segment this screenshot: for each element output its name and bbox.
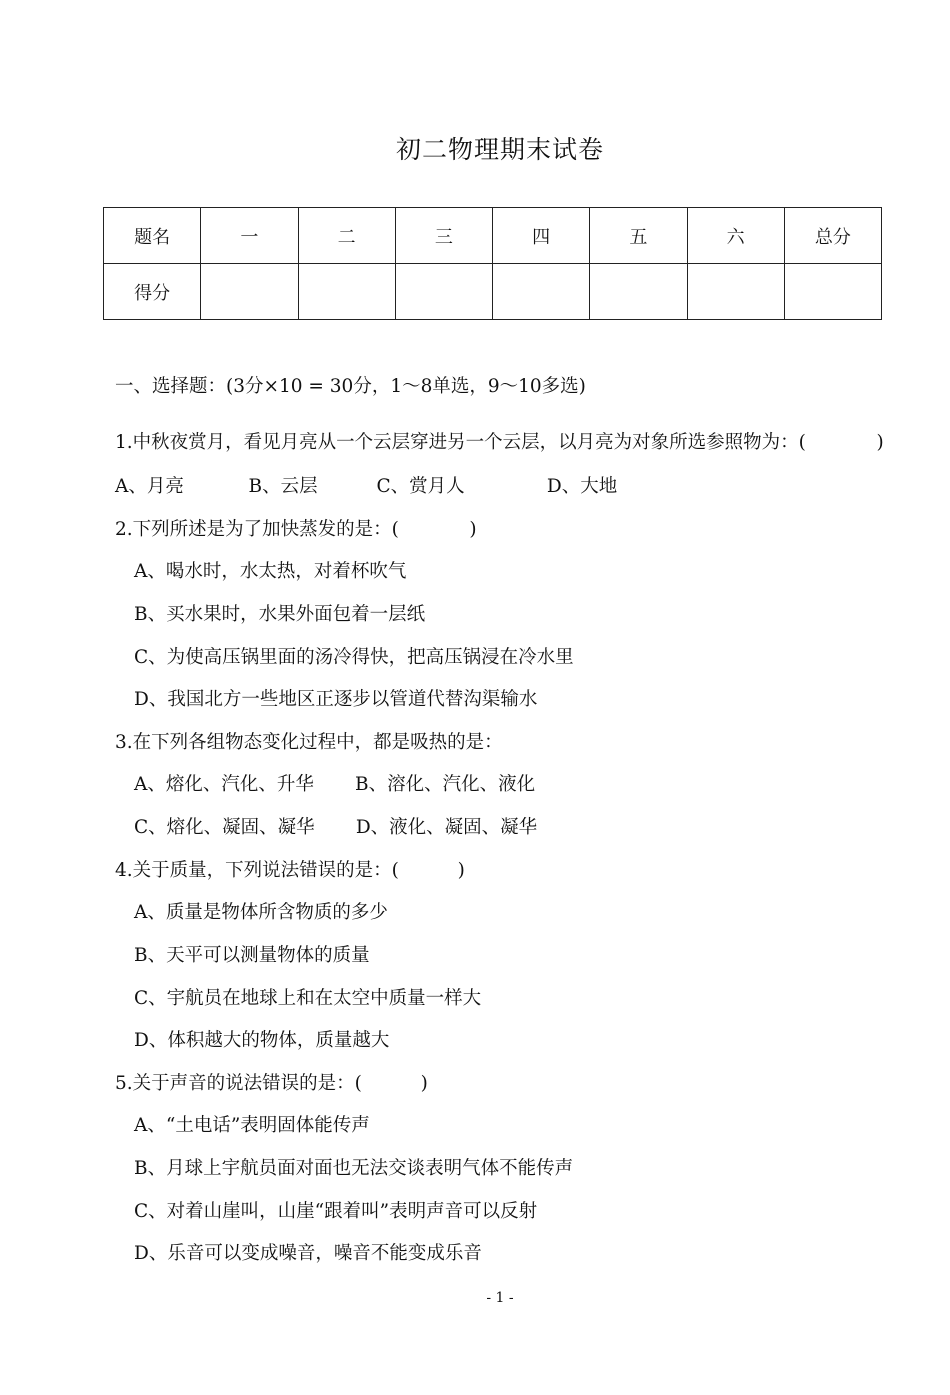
question-4-option-c: C、宇航员在地球上和在太空中质量一样大 [134, 988, 482, 1009]
score-table [103, 207, 882, 320]
score-row-label: 得分 [104, 264, 201, 320]
score-table-cell: 四 [493, 208, 590, 264]
score-table-header-row [104, 208, 882, 264]
question-5-option-c: C、对着山崖叫，山崖“跟着叫”表明声音可以反射 [134, 1201, 538, 1222]
question-2-option-c: C、为使高压锅里面的汤冷得快，把高压锅浸在冷水里 [134, 647, 574, 668]
question-3-options-ab: A、熔化、汽化、升华 B、溶化、汽化、液化 [134, 774, 536, 795]
question-4-option-b: B、天平可以测量物体的质量 [134, 945, 370, 966]
score-table-cell: 二 [298, 208, 395, 264]
question-3-options-cd: C、熔化、凝固、凝华 D、液化、凝固、凝华 [134, 817, 538, 838]
score-table-score-row [104, 264, 882, 320]
score-table-cell: 一 [201, 208, 298, 264]
score-cell-empty [493, 264, 590, 320]
score-cell-empty [590, 264, 687, 320]
score-table-cell: 题名 [104, 208, 201, 264]
question-1-stem: 1.中秋夜赏月，看见月亮从一个云层穿进另一个云层，以月亮为对象所选参照物为：( ) [115, 432, 884, 453]
question-3-stem: 3.在下列各组物态变化过程中，都是吸热的是： [115, 732, 503, 753]
score-cell-empty [298, 264, 395, 320]
score-table-cell: 总分 [784, 208, 881, 264]
score-cell-empty [784, 264, 881, 320]
score-table-cell: 六 [687, 208, 784, 264]
question-2-option-a: A、喝水时，水太热，对着杯吹气 [134, 561, 407, 582]
page-number: - 1 - [486, 1290, 514, 1306]
score-cell-empty [687, 264, 784, 320]
score-table-cell: 三 [395, 208, 492, 264]
question-4-option-d: D、体积越大的物体，质量越大 [134, 1030, 390, 1051]
section-heading: 一、选择题：(3分×10 = 30分，1～8单选，9～10多选) [115, 376, 586, 397]
question-2-option-d: D、我国北方一些地区正逐步以管道代替沟渠输水 [134, 689, 538, 710]
question-2-stem: 2.下列所述是为了加快蒸发的是：( ) [115, 519, 477, 540]
page-title: 初二物理期末试卷 [395, 135, 604, 164]
score-cell-empty [395, 264, 492, 320]
question-5-stem: 5.关于声音的说法错误的是：( ) [115, 1073, 428, 1094]
question-4-option-a: A、质量是物体所含物质的多少 [134, 902, 388, 923]
question-5-option-a: A、“土电话”表明固体能传声 [134, 1115, 370, 1136]
question-1-options: A、月亮 B、云层 C、赏月人 D、大地 [115, 476, 618, 497]
question-5-option-d: D、乐音可以变成噪音，噪音不能变成乐音 [134, 1243, 482, 1264]
score-table-cell: 五 [590, 208, 687, 264]
question-2-option-b: B、买水果时，水果外面包着一层纸 [134, 604, 426, 625]
question-5-option-b: B、月球上宇航员面对面也无法交谈表明气体不能传声 [134, 1158, 574, 1179]
score-cell-empty [201, 264, 298, 320]
question-4-stem: 4.关于质量，下列说法错误的是：( ) [115, 860, 465, 881]
